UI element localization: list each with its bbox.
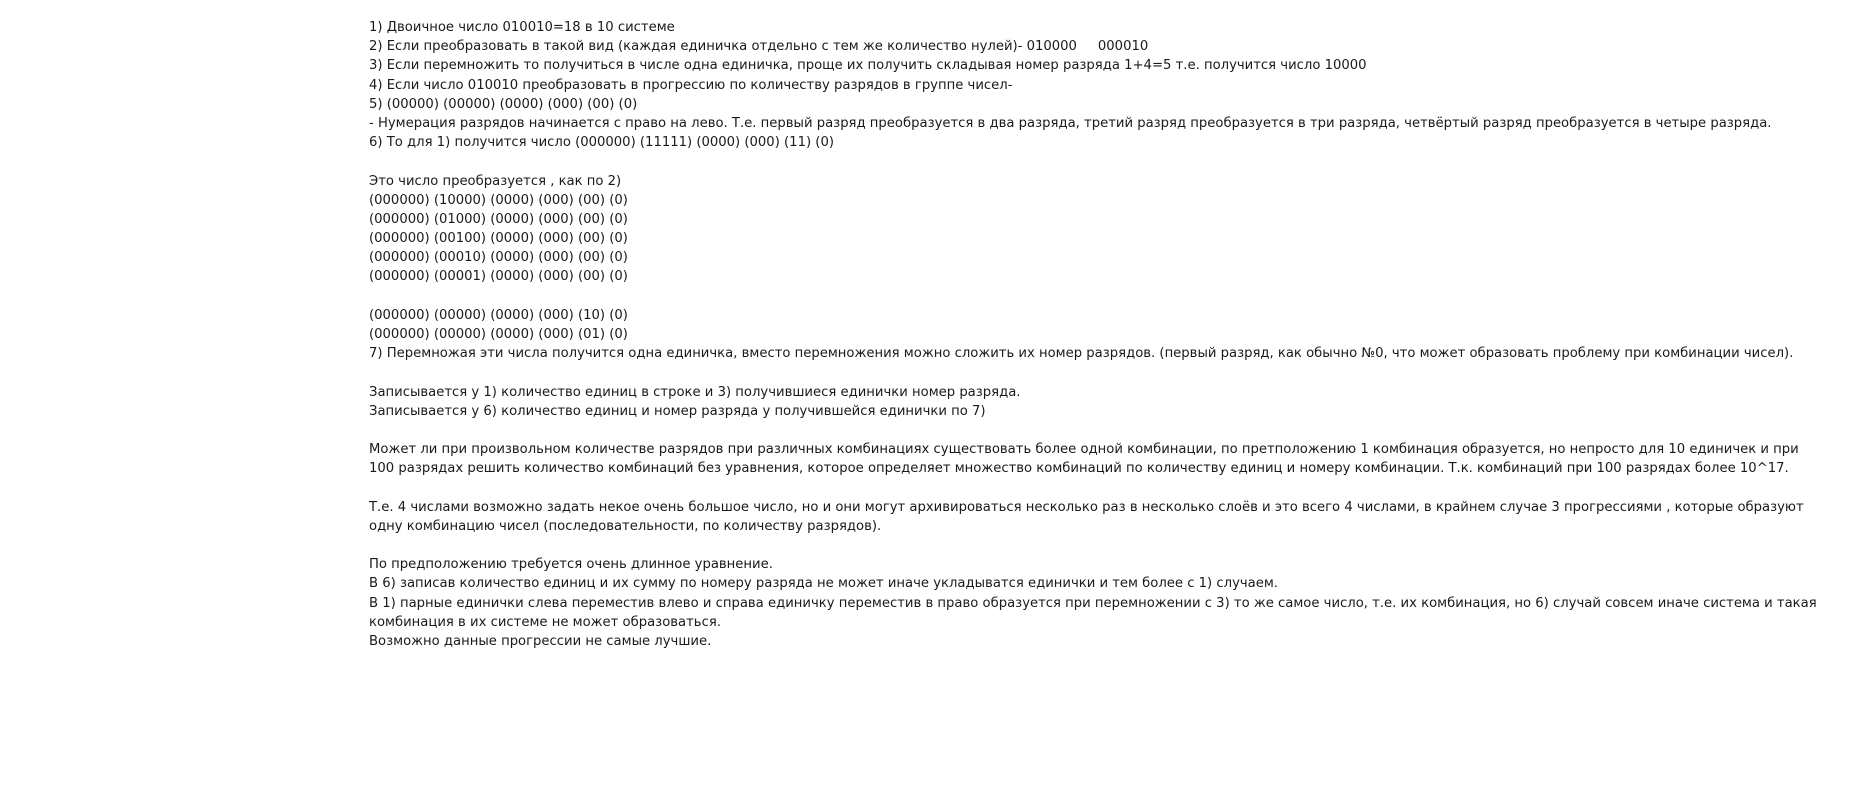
blank-line	[369, 479, 1839, 498]
text-line: (000000) (01000) (0000) (000) (00) (0)	[369, 211, 628, 227]
text-line: комбинация в их системе не может образоваться.	[369, 614, 721, 630]
text-line: (000000) (00000) (0000) (000) (10) (0)	[369, 307, 628, 323]
blank-line	[369, 421, 1839, 440]
text-line: (000000) (10000) (0000) (000) (00) (0)	[369, 192, 628, 208]
text-line: 7) Перемножая эти числа получится одна единичка, вместо перемножения можно сложить их номер разрядов. (первый разряд, как обычно №0, что может образовать проблему при комбинации чисел).	[369, 346, 1794, 362]
text-line: 6) То для 1) получится число (000000) (11111) (0000) (000) (11) (0)	[369, 135, 834, 151]
text-line: 1) Двоичное число 010010=18 в 10 системе	[369, 20, 675, 35]
text-line: - Нумерация разрядов начинается с право на лево. Т.е. первый разряд преобразуется в два разряда, третий разряд преобразуется в три разряда, четвёртый разряд преобразуется в четыре разряда.	[369, 115, 1772, 131]
text-line: Записывается у 6) количество единиц и номер разряда у получившейся единички по 7)	[369, 403, 986, 419]
text-line: Это число преобразуется , как по 2)	[369, 173, 622, 189]
text-line: 3) Если перемножить то получиться в числе одна единичка, проще их получить складывая номер разряда 1+4=5 т.е. получится число 10000	[369, 58, 1367, 74]
text-line: По предположению требуется очень длинное уравнение.	[369, 557, 773, 573]
text-line: (000000) (00001) (0000) (000) (00) (0)	[369, 269, 628, 285]
text-line: 100 разрядах решить количество комбинаций без уравнения, которое определяет множество комбинаций по количеству единиц и номеру комбинации. Т.к. комбинаций при 100 разрядах более 10^17.	[369, 461, 1789, 477]
text-line: Записывается у 1) количество единиц в строке и 3) получившиеся единички номер разряда.	[369, 384, 1021, 400]
text-line: (000000) (00000) (0000) (000) (01) (0)	[369, 327, 628, 342]
text-line: одну комбинацию чисел (последовательности, по количеству разрядов).	[369, 518, 882, 534]
document-body	[369, 18, 1839, 651]
blank-line	[369, 536, 1839, 555]
text-line: В 6) записав количество единиц и их сумму по номеру разряда не может иначе укладыватся единички и тем более с 1) случаем.	[369, 576, 1278, 592]
text-line: Возможно данные прогрессии не самые лучшие.	[369, 634, 712, 649]
text-line: (000000) (00010) (0000) (000) (00) (0)	[369, 250, 628, 266]
text-line: (000000) (00100) (0000) (000) (00) (0)	[369, 231, 628, 247]
text-line: Может ли при произвольном количестве разрядов при различных комбинациях существовать более одной комбинации, по претположению 1 комбинация образуется, но непросто для 10 единичек и при	[369, 442, 1799, 458]
blank-line	[369, 287, 1839, 306]
text-line: 5) (00000) (00000) (0000) (000) (00) (0)	[369, 96, 638, 112]
text-line: 4) Если число 010010 преобразовать в прогрессию по количеству разрядов в группе чисел-	[369, 77, 1013, 93]
blank-line	[369, 363, 1839, 382]
text-line: Т.е. 4 числами возможно задать некое очень большое число, но и они могут архивироваться несколько раз в несколько слоёв и это всего 4 числами, в крайнем случае 3 прогрессиями , которые образуют	[369, 499, 1804, 515]
text-line: В 1) парные единички слева переместив влево и справа единичку переместив в право образуется при перемножении с 3) то же самое число, т.е. их комбинация, но 6) случай совсем иначе система и такая	[369, 595, 1817, 611]
text-line: 2) Если преобразовать в такой вид (каждая единичка отдельно с тем же количество нулей)- 010000 000010	[369, 39, 1149, 55]
blank-line	[369, 152, 1839, 171]
